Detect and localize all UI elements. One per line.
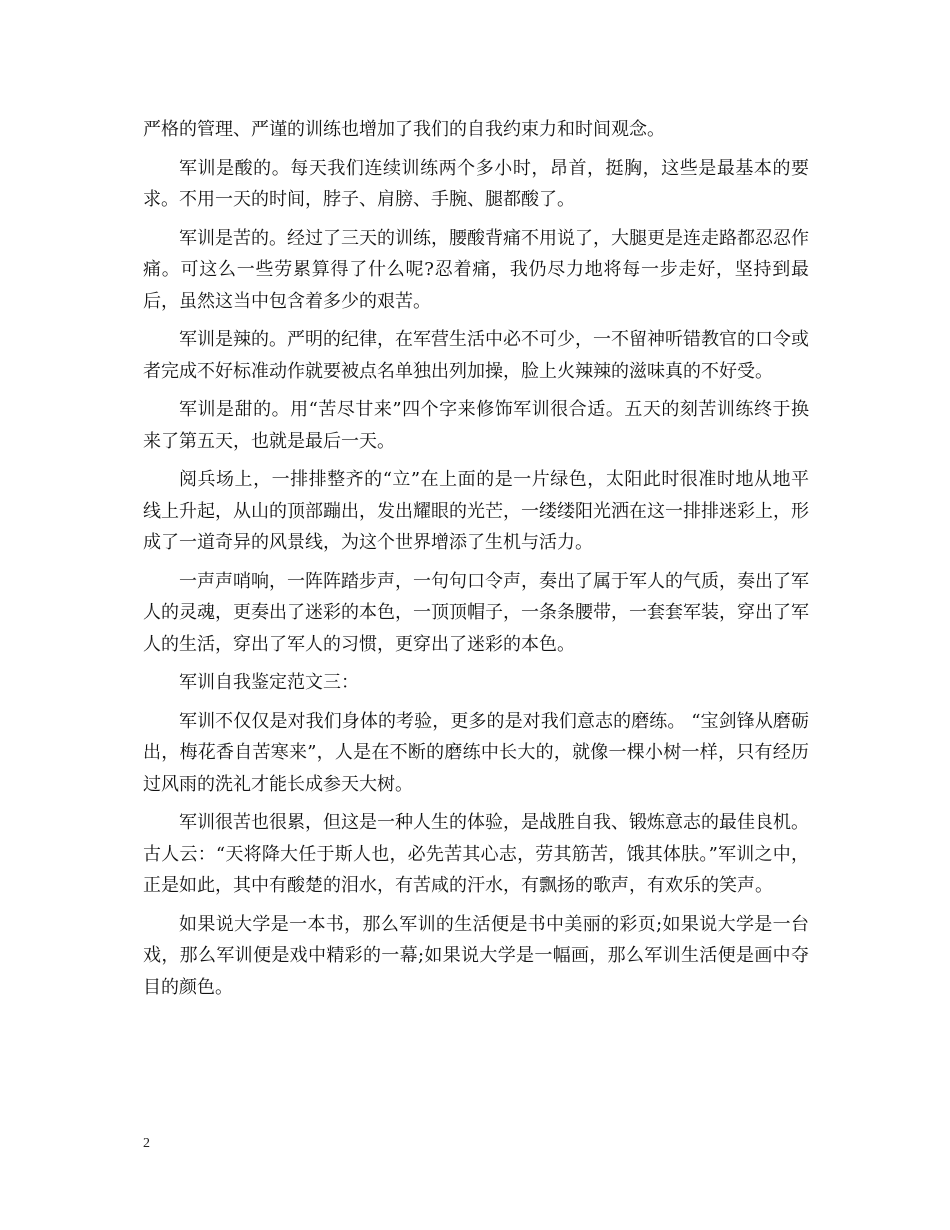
paragraph: 军训不仅仅是对我们身体的考验，更多的是对我们意志的磨练。 “宝剑锋从磨砺出，梅花香自苦寒来”，人是在不断的磨练中长大的，就像一棵小树一样，只有经历过风雨的洗礼才能长成参天大树。 xyxy=(143,710,809,795)
section-heading: 军训自我鉴定范文三： xyxy=(179,672,359,693)
paragraph: 军训是辣的。严明的纪律，在军营生活中必不可少，一不留神听错教官的口令或者完成不好标准动作就要被点名单独出列加操，脸上火辣辣的滋味真的不好受。 xyxy=(143,329,809,382)
paragraph: 阅兵场上，一排排整齐的“立”在上面的是一片绿色，太阳此时很准时地从地平线上升起，从山的顶部蹦出，发出耀眼的光芒，一缕缕阳光洒在这一排排迷彩上，形成了一道奇异的风景线，为这个世界增添了生机与活力。 xyxy=(143,469,809,553)
page-number: 2 xyxy=(143,1136,150,1151)
paragraph: 军训很苦也很累，但这是一种人生的体验，是战胜自我、锻炼意志的最佳良机。古人云：“天将降大任于斯人也，必先苦其心志，劳其筋苦，饿其体肤。”军训之中，正是如此，其中有酸楚的泪水，有苦咸的汗水，有飘扬的歌声，有欢乐的笑声。 xyxy=(143,812,809,896)
paragraph: 严格的管理、严谨的训练也增加了我们的自我约束力和时间观念。 xyxy=(143,119,665,140)
paragraph: 军训是苦的。经过了三天的训练，腰酸背痛不用说了，大腿更是连走路都忍忍作痛。可这么一些劳累算得了什么呢?忍着痛，我仍尽力地将每一步走好，坚持到最后，虽然这当中包含着多少的艰苦。 xyxy=(143,227,809,312)
paragraph: 如果说大学是一本书，那么军训的生活便是书中美丽的彩页;如果说大学是一台戏，那么军训便是戏中精彩的一幕;如果说大学是一幅画，那么军训生活便是画中夺目的颜色。 xyxy=(143,913,809,998)
document-body xyxy=(143,114,809,1010)
paragraph: 一声声哨响，一阵阵踏步声，一句句口令声，奏出了属于军人的气质，奏出了军人的灵魂，更奏出了迷彩的本色，一顶顶帽子，一条条腰带，一套套军装，穿出了军人的生活，穿出了军人的习惯，更穿出了迷彩的本色。 xyxy=(143,570,809,655)
paragraph: 军训是酸的。每天我们连续训练两个多小时，昂首，挺胸，这些是最基本的要求。不用一天的时间，脖子、肩膀、手腕、腿都酸了。 xyxy=(143,157,809,210)
paragraph: 军训是甜的。用“苦尽甘来”四个字来修饰军训很合适。五天的刻苦训练终于换来了第五天，也就是最后一天。 xyxy=(143,399,809,452)
